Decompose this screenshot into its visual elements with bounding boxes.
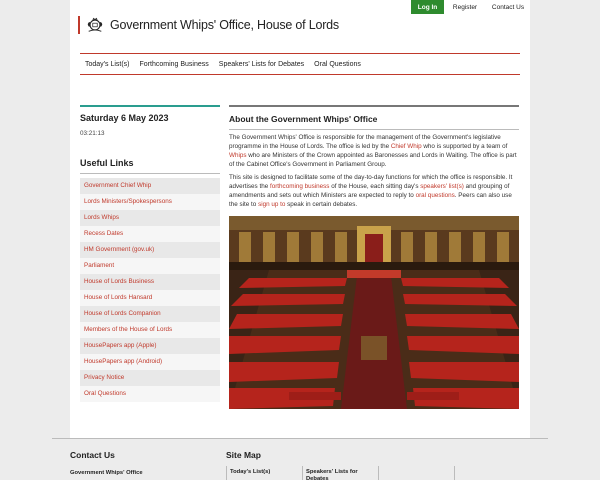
text: and grouping of amendments and sets out which Ministers are expected to reply to <box>229 182 510 199</box>
link-privacy-notice[interactable]: Privacy Notice <box>80 370 220 386</box>
main-nav <box>80 54 520 74</box>
nav-forthcoming-business[interactable]: Forthcoming Business <box>139 60 209 68</box>
house-of-lords-chamber-image <box>229 216 519 409</box>
main-content <box>229 105 519 409</box>
nav-todays-lists[interactable]: Today's List(s) <box>85 60 130 68</box>
footer-column-divider <box>378 466 379 480</box>
footer-contact-org: Government Whips' Office <box>70 470 143 476</box>
site-title: Government Whips' Office, House of Lords <box>110 18 339 32</box>
main-accent-bar <box>229 105 519 107</box>
link-lords-business[interactable]: House of Lords Business <box>80 274 220 290</box>
footer-sitemap-speakers-lists[interactable]: Speakers' Lists for Debates <box>306 469 358 480</box>
link-lords-members[interactable]: Members of the House of Lords <box>80 322 220 338</box>
page-container <box>70 0 530 438</box>
sign-up-link[interactable]: sign up to <box>258 200 286 208</box>
text: who are Ministers of the Crown appointed as Baronesses and Lords in Waiting. The office is part of the Cabinet Office's Government in Parliament Group. <box>229 151 517 168</box>
site-brand[interactable] <box>78 16 339 34</box>
link-parliament[interactable]: Parliament <box>80 258 220 274</box>
forthcoming-business-link[interactable]: forthcoming business <box>269 182 330 190</box>
oral-questions-link[interactable]: oral questions <box>415 191 455 199</box>
about-divider <box>229 129 519 130</box>
nav-oral-questions[interactable]: Oral Questions <box>314 60 361 68</box>
text: who is supported by a team of <box>421 142 508 150</box>
link-hm-government[interactable]: HM Government (gov.uk) <box>80 242 220 258</box>
link-housepapers-android[interactable]: HousePapers app (Android) <box>80 354 220 370</box>
footer-column-divider <box>454 466 455 480</box>
link-government-chief-whip[interactable]: Government Chief Whip <box>80 178 220 194</box>
link-lords-whips[interactable]: Lords Whips <box>80 210 220 226</box>
footer-column-divider <box>302 466 303 480</box>
footer-sitemap-heading: Site Map <box>226 450 261 460</box>
nav-speakers-lists[interactable]: Speakers' Lists for Debates <box>218 60 305 68</box>
useful-links-list <box>80 178 220 402</box>
speakers-lists-link[interactable]: speakers' list(s) <box>420 182 464 190</box>
login-button[interactable]: Log In <box>411 0 444 14</box>
link-recess-dates[interactable]: Recess Dates <box>80 226 220 242</box>
link-lords-ministers[interactable]: Lords Ministers/Spokespersons <box>80 194 220 210</box>
whips-link[interactable]: Whips <box>229 151 247 159</box>
about-paragraph-2 <box>229 174 519 210</box>
link-housepapers-apple[interactable]: HousePapers app (Apple) <box>80 338 220 354</box>
top-nav <box>411 0 530 14</box>
sidebar-accent-bar <box>80 105 220 107</box>
useful-links-divider <box>80 173 220 174</box>
footer-column-divider <box>226 466 227 480</box>
footer-divider <box>52 438 548 439</box>
text: This site is designed to facilitate some of the day-to-day functions for which the office is responsible. It advertises the <box>229 173 513 190</box>
text: . Peers can also use the site to <box>229 191 512 208</box>
register-link[interactable]: Register <box>452 3 478 11</box>
text: of the House, each sitting day's <box>329 182 421 190</box>
current-date: Saturday 6 May 2023 <box>80 113 169 123</box>
footer-contact-heading: Contact Us <box>70 450 115 460</box>
text: The Government Whips' Office is responsible for the management of the Government's legislative programme in the House of Lords. The office is led by the <box>229 134 501 150</box>
link-lords-companion[interactable]: House of Lords Companion <box>80 306 220 322</box>
contact-us-link[interactable]: Contact Us <box>491 3 525 11</box>
royal-crest-icon <box>86 16 104 34</box>
text: speak in certain debates. <box>285 200 358 208</box>
current-time: 03:21:13 <box>80 130 105 137</box>
link-oral-questions[interactable]: Oral Questions <box>80 386 220 402</box>
about-heading: About the Government Whips' Office <box>229 114 378 124</box>
useful-links-heading: Useful Links <box>80 158 134 168</box>
sidebar <box>80 105 220 402</box>
nav-divider-bottom <box>80 74 520 75</box>
about-paragraph-1 <box>229 134 519 170</box>
chief-whip-link[interactable]: Chief Whip <box>390 142 422 150</box>
footer-sitemap-todays-lists[interactable]: Today's List(s) <box>230 469 271 475</box>
link-lords-hansard[interactable]: House of Lords Hansard <box>80 290 220 306</box>
